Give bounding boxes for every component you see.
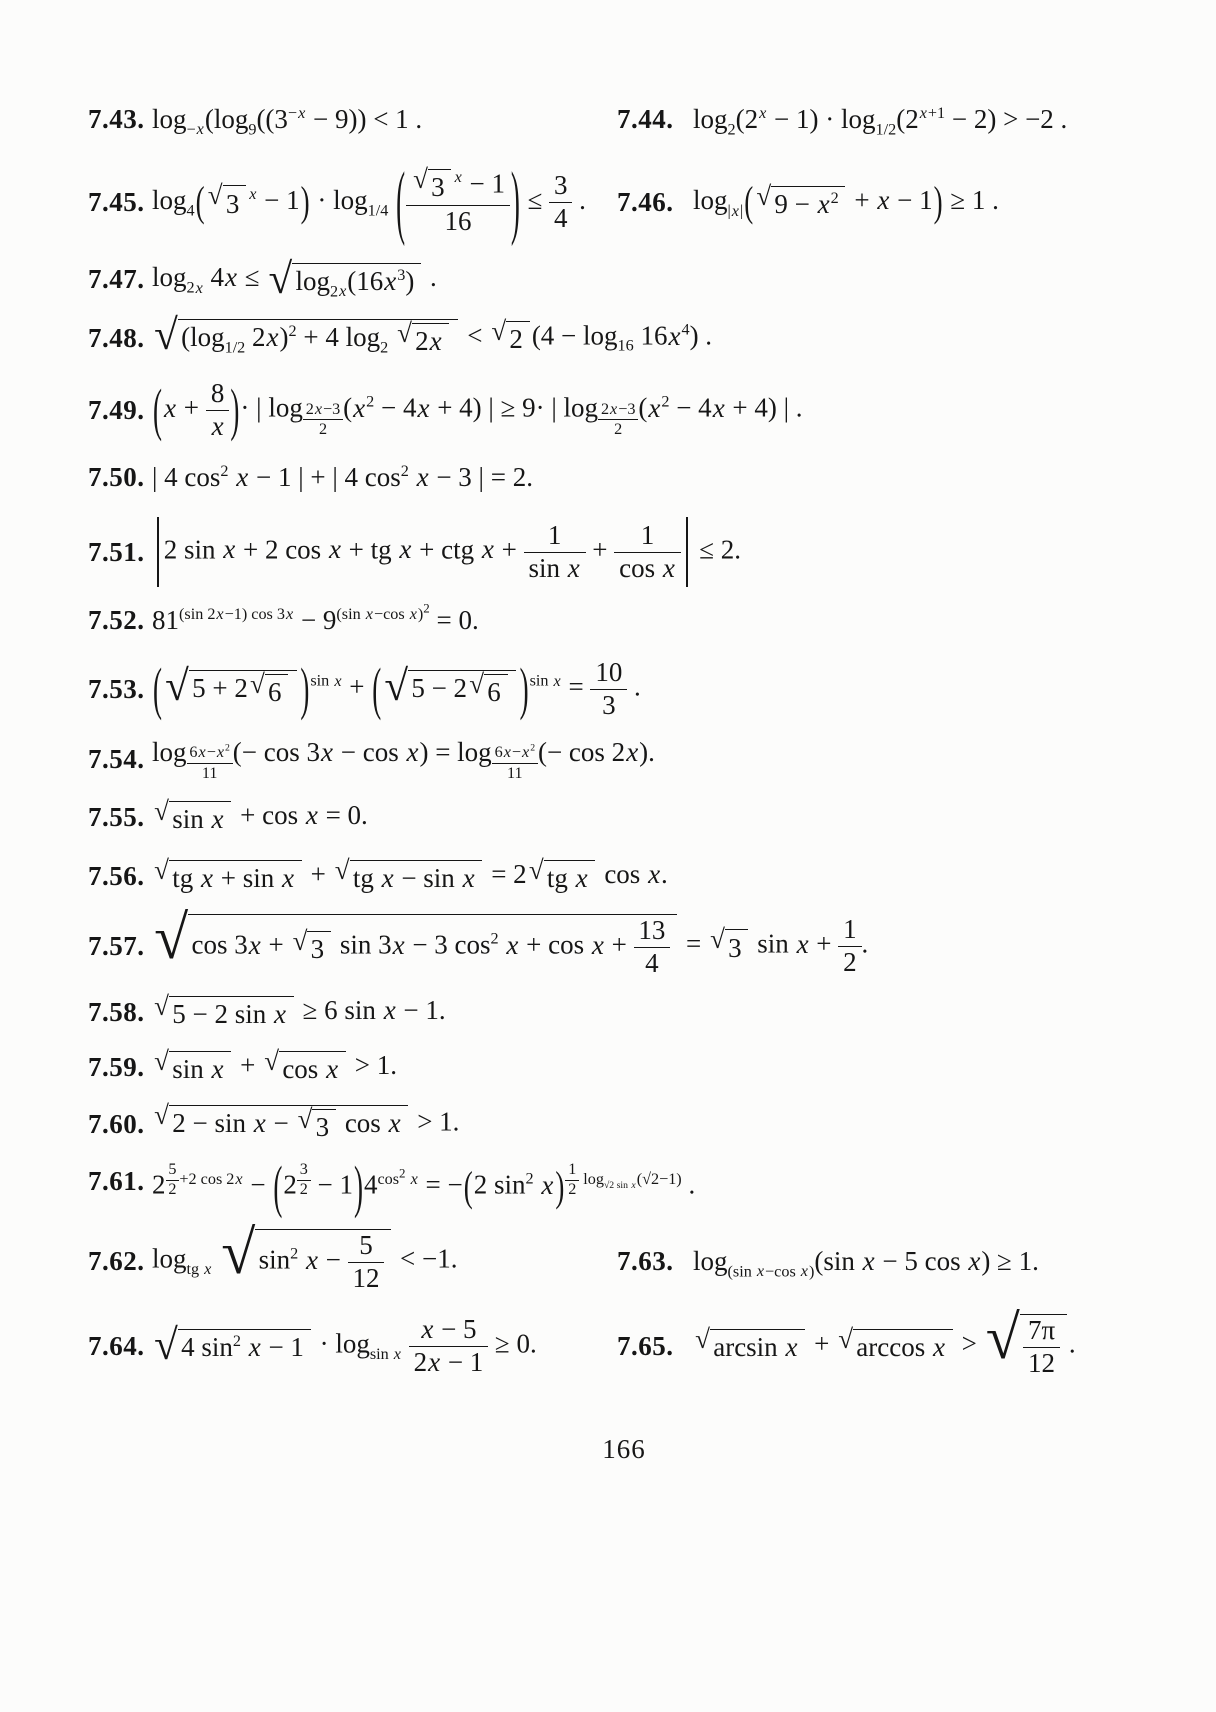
problem-number: 7.64. <box>88 1330 145 1361</box>
problem-7-48 <box>88 312 713 360</box>
problem-7-63 <box>617 1245 1039 1281</box>
problem-formula: log $_{\frac{6x-x^2}{11}}$ (− cos 3x − cos x) = log $_{\frac{6x-x^2}{11}}$ (− cos 2x). <box>152 736 655 782</box>
problem-7-57 <box>88 904 869 979</box>
problem-7-64 <box>88 1315 537 1378</box>
problem-number: 7.55. <box>88 802 145 833</box>
problem-row <box>88 1219 1160 1294</box>
problem-7-50 <box>88 462 533 493</box>
problem-row <box>88 904 1160 979</box>
problem-number: 7.58. <box>88 997 145 1028</box>
problem-formula: $\log_{(sin x-cos x)}(\sin$ x − 5 cos x) ≥ 1. <box>693 1245 1039 1281</box>
problem-number: 7.62. <box>88 1245 145 1276</box>
problem-formula: √ sin x + √ cos x > 1. <box>154 1045 397 1084</box>
problem-row <box>88 990 1160 1030</box>
problem-row <box>88 600 1160 636</box>
problem-7-49 <box>88 379 803 442</box>
problem-formula: 2 sin x + 2 cos x + tg x + ctg x + $\frac{1}{\text{sin x}}$ + $\frac{1}{\text{cos x}}$ ≤ 2. <box>152 517 741 587</box>
problem-number: 7.61. <box>88 1165 145 1196</box>
problem-formula: ( √ 5 + 2 √ 6 )$^{sin x}$ + ( √ 5 − 2 √ 6 )$^{sin x}$ = $\frac{10}{3}$ . <box>153 656 641 721</box>
problem-row <box>88 854 1160 894</box>
problem-formula: √ sin x + cos x = 0. <box>154 795 368 834</box>
problem-number: 7.43. <box>88 104 145 134</box>
problem-number: 7.63. <box>617 1245 674 1276</box>
problem-formula: $\log_{|x|}$( √ $9 - x^2$ + x − 1) ≥ 1 . <box>693 178 999 226</box>
problem-row <box>88 795 1160 835</box>
problem-row <box>88 312 1160 360</box>
problem-formula: √ 5 − 2 sin x ≥ 6 sin x − 1. <box>154 990 446 1029</box>
problem-number: 7.53. <box>88 673 145 704</box>
problem-formula: (x + $\frac{8}{x}$ )· | log $_{\frac{2x-3}{2}}$ $(x^2 - 4x + 4)$ | ≥ 9· | log $_{\frac{2x-3}{2}}$ $(x^2 - 4x + 4)$ | . <box>153 377 803 442</box>
problem-formula: $\log_4$( √ 3 $^x - 1) \cdot \log_{1/4}$ ( √ 3 $^x$ − 1 16 ) ≤ $\frac{3}{4}$ . <box>152 155 586 247</box>
problem-7-61 <box>88 1154 696 1219</box>
problem-number: 7.57. <box>88 931 145 962</box>
problem-number: 7.59. <box>88 1052 145 1083</box>
problem-formula: $81^{(sin 2x-1) cos 3x} - 9^{(sin x-cos x)^2} = 0$. <box>152 600 479 636</box>
problem-row <box>88 737 1160 783</box>
problem-number: 7.49. <box>88 395 145 426</box>
problem-7-55 <box>88 795 368 835</box>
problem-row <box>88 462 1160 493</box>
problem-formula: $\log_{tg x}$ √ $\sin^2 x$ − $\frac{5}{12}$ < −1. <box>152 1219 458 1294</box>
problem-7-52 <box>88 600 479 636</box>
problem-row <box>88 104 1160 139</box>
problem-7-56 <box>88 854 668 894</box>
problem-row <box>88 1303 1160 1379</box>
problem-row <box>88 658 1160 721</box>
problem-7-54 <box>88 737 655 783</box>
problem-7-62 <box>88 1219 458 1294</box>
problem-formula: √ cos 3x + √ 3 sin 3x − 3 $\cos^2 x + \cos x$ + $\frac{13}{4}$ = √ 3 sin x + $\frac{1}{2}$ . <box>154 904 869 979</box>
problem-number: 7.54. <box>88 744 145 775</box>
problem-number: 7.52. <box>88 605 145 636</box>
problem-7-58 <box>88 990 446 1030</box>
problem-number: 7.48. <box>88 322 145 353</box>
problem-7-46 <box>617 178 999 226</box>
problem-formula: √ arcsin x + √ arccos x > √ $\frac{7\pi}{12}$ . <box>695 1303 1076 1378</box>
problem-number: 7.60. <box>88 1108 145 1139</box>
problem-formula: 2 $^{\frac{5}{2} +2 cos 2x}$ − (2 $^{\frac{3}{2}}$ − $1)4^{cos^2 x} = -(2$ $\sin^2 x$) $^{\frac{1}{2} log_{√2 sin x}(√2-1)}$ . <box>152 1154 696 1219</box>
problem-formula: √ 2 − sin x − √ 3 cos x > 1. <box>154 1100 460 1142</box>
problem-number: 7.56. <box>88 861 145 892</box>
problem-7-65 <box>617 1303 1076 1379</box>
problem-row <box>88 1045 1160 1085</box>
problem-row <box>88 517 1160 587</box>
problem-row <box>88 155 1160 247</box>
page-number: 166 <box>602 1434 646 1465</box>
problem-7-51 <box>88 517 741 587</box>
problem-7-59 <box>88 1045 397 1085</box>
problem-number: 7.45. <box>88 187 145 218</box>
problem-number: 7.44. <box>617 104 674 134</box>
problem-formula: √ 4 $\sin^2 x - 1$ · $\log_{sin x}$ $\frac{x - 5}{2x - 1}$ ≥ 0. <box>154 1313 537 1377</box>
problem-7-44 <box>617 104 1068 139</box>
problem-number: 7.50. <box>88 461 145 492</box>
problem-7-60 <box>88 1100 460 1143</box>
problem-row <box>88 1100 1160 1143</box>
problem-7-53 <box>88 658 641 721</box>
problem-row <box>88 1154 1160 1219</box>
problem-row <box>88 379 1160 442</box>
problem-formula: $\log_2(2^x - 1) \cdot \log_{1/2}(2^{x+1} - 2) > -2$ . <box>693 104 1068 139</box>
problem-number: 7.51. <box>88 536 145 567</box>
problem-7-43 <box>88 104 423 139</box>
problem-formula: | 4 $\cos^2 x - 1$ | + | 4 $\cos^2 x - 3$ | = 2. <box>152 461 533 492</box>
problem-number: 7.47. <box>88 264 145 295</box>
problem-row <box>88 255 1160 303</box>
problem-formula: √ ($\log_{1/2}$ 2x)$^2$ + 4 $\log_2$ √ 2x < √ 2 $(4 - \log_{16} 16x^4)$ . <box>154 312 713 360</box>
problem-formula: $\log_{2x} 4x$ ≤ √ $\log_{2x}(16x^3)$ . <box>152 255 437 303</box>
problem-formula: √ tg x + sin x + √ tg x − sin x = 2 √ tg x cos x. <box>154 854 668 893</box>
problem-7-45 <box>88 155 586 247</box>
problem-number: 7.46. <box>617 187 674 218</box>
problem-7-47 <box>88 255 437 303</box>
problem-number: 7.65. <box>617 1330 674 1361</box>
problem-formula: $\log_{-x}(\log_9((3^{-x} - 9)) < 1$ . <box>152 104 423 139</box>
